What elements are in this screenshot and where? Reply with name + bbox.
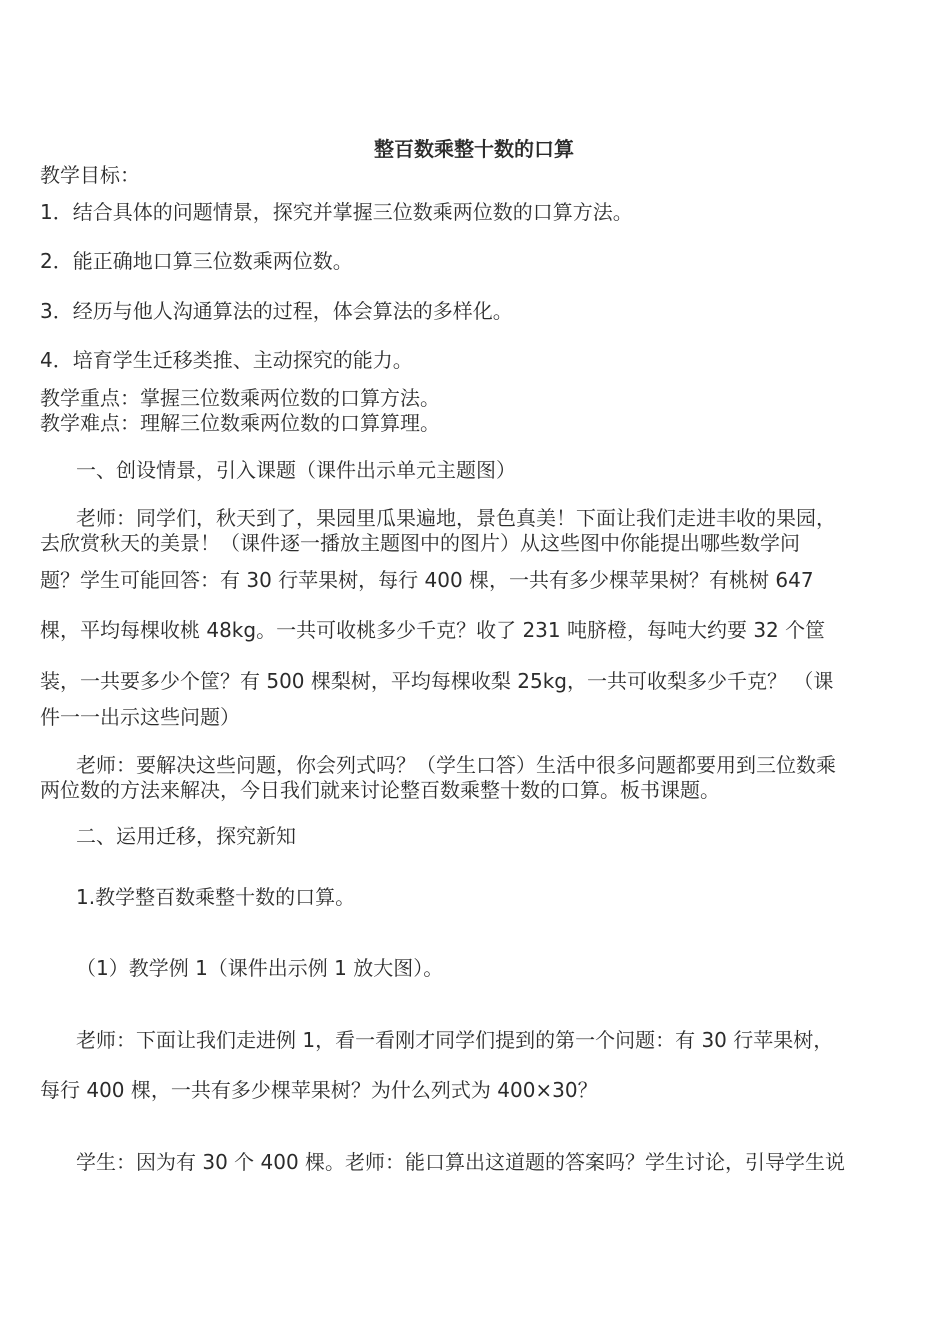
- paragraph-line: 题？学生可能回答：有 30 行苹果树，每行 400 棵，一共有多少棵苹果树？有桃树 647: [40, 568, 814, 592]
- subsection-heading: （1）教学例 1（课件出示例 1 放大图）。: [76, 956, 444, 980]
- key-point: 教学重点：掌握三位数乘两位数的口算方法。: [40, 386, 440, 410]
- section-heading: 二、运用迁移，探究新知: [76, 824, 296, 848]
- paragraph-line: 每行 400 棵，一共有多少棵苹果树？为什么列式为 400×30？: [40, 1078, 598, 1102]
- objectives-heading: 教学目标：: [40, 163, 140, 187]
- paragraph-line: 老师：下面让我们走进例 1，看一看刚才同学们提到的第一个问题：有 30 行苹果树，: [76, 1028, 834, 1052]
- document-title: 整百数乘整十数的口算: [374, 137, 574, 161]
- paragraph-line: 棵，平均每棵收桃 48kg。一共可收桃多少千克？收了 231 吨脐橙，每吨大约要 32 个筐: [40, 618, 826, 642]
- paragraph-line: 装，一共要多少个筐？有 500 棵梨树，平均每棵收梨 25kg，一共可收梨多少千克？ （课: [40, 669, 834, 693]
- paragraph-line: 件一一出示这些问题）: [40, 705, 240, 729]
- paragraph-line: 学生：因为有 30 个 400 棵。老师：能口算出这道题的答案吗？学生讨论，引导学生说: [76, 1150, 846, 1174]
- paragraph-line: 两位数的方法来解决，今日我们就来讨论整百数乘整十数的口算。板书课题。: [40, 778, 720, 802]
- paragraph-line: 去欣赏秋天的美景！（课件逐一播放主题图中的图片）从这些图中你能提出哪些数学问: [40, 531, 800, 555]
- difficulty: 教学难点：理解三位数乘两位数的口算算理。: [40, 411, 440, 435]
- subsection-heading: 1.教学整百数乘整十数的口算。: [76, 885, 356, 909]
- objective-item: 2．能正确地口算三位数乘两位数。: [40, 249, 353, 273]
- objective-item: 4．培育学生迁移类推、主动探究的能力。: [40, 348, 413, 372]
- objective-item: 1．结合具体的问题情景，探究并掌握三位数乘两位数的口算方法。: [40, 200, 633, 224]
- section-heading: 一、创设情景，引入课题（课件出示单元主题图）: [76, 458, 516, 482]
- paragraph-line: 老师：要解决这些问题，你会列式吗？（学生口答）生活中很多问题都要用到三位数乘: [76, 753, 836, 777]
- objective-item: 3．经历与他人沟通算法的过程，体会算法的多样化。: [40, 299, 513, 323]
- paragraph-line: 老师：同学们，秋天到了，果园里瓜果遍地，景色真美！下面让我们走进丰收的果园，: [76, 506, 836, 530]
